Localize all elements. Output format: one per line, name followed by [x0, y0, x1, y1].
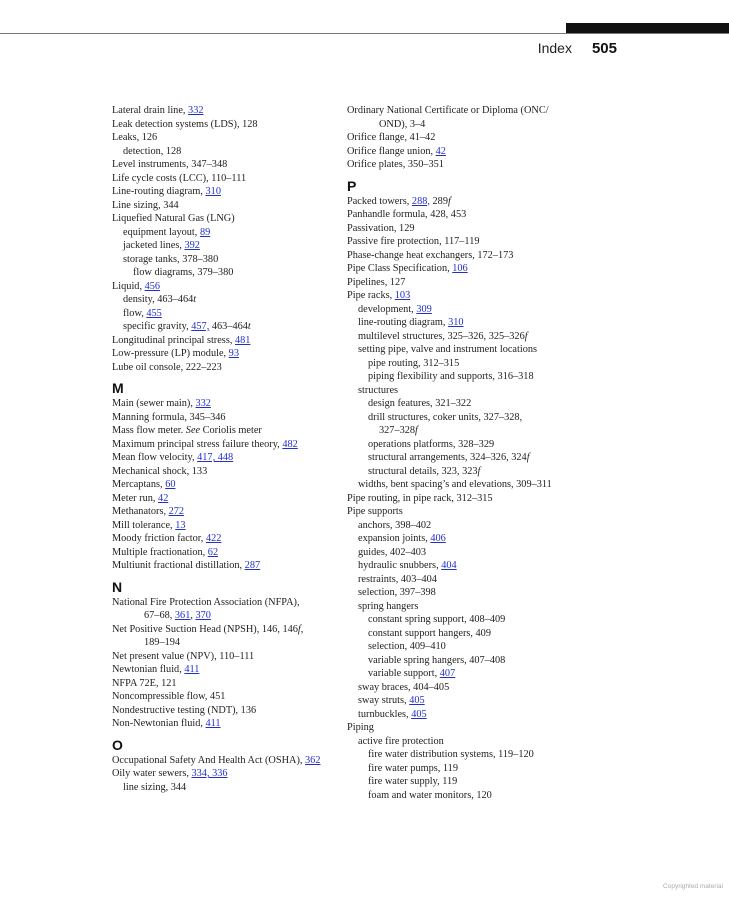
index-entry [112, 767, 337, 781]
index-entry [347, 104, 617, 118]
index-entry [112, 717, 337, 731]
index-entry [347, 343, 617, 357]
index-entry [112, 596, 337, 610]
entry-text: Phase-change heat exchangers, 172–173 [347, 249, 514, 261]
entry-text: structures [358, 384, 399, 396]
page-reference-link[interactable]: 42 [158, 492, 169, 504]
entry-text: density, 463–464 [123, 294, 194, 305]
index-entry [347, 681, 617, 695]
entry-text: expansion joints, [358, 533, 431, 544]
index-entry [347, 775, 617, 789]
entry-text: Mean flow velocity, [112, 452, 198, 463]
entry-text: guides, 402–403 [358, 546, 427, 558]
entry-text: specific gravity, [123, 321, 192, 332]
index-entry [112, 505, 337, 519]
entry-text: sway braces, 404–405 [358, 681, 450, 693]
copyright-notice: Copyrighted material [663, 883, 723, 890]
page-reference-link[interactable]: 332 [188, 105, 204, 116]
index-entry [347, 411, 617, 425]
index-entry [112, 465, 337, 479]
index-entry [112, 226, 337, 240]
index-entry [347, 546, 617, 560]
page-reference-link[interactable]: 287 [244, 560, 261, 571]
index-entry [347, 158, 617, 172]
index-entry [347, 145, 617, 159]
page-reference-link[interactable]: 310 [448, 317, 464, 328]
index-entry [347, 586, 617, 600]
index-entry [347, 762, 617, 776]
index-entry [112, 546, 337, 560]
header-rule [0, 33, 729, 34]
index-entry [347, 559, 617, 573]
running-header [538, 40, 617, 57]
index-entry [112, 650, 337, 664]
page-reference-link[interactable]: 361 [174, 610, 191, 621]
entry-text: Orifice plates, 350–351 [347, 159, 444, 170]
entry-text: flow, [123, 307, 147, 319]
entry-text: Orifice flange union, [347, 145, 436, 157]
index-entry [347, 222, 617, 236]
index-entry [347, 519, 617, 533]
index-entry [112, 320, 337, 334]
entry-text: Level instruments, 347–348 [112, 159, 228, 170]
index-entry [112, 158, 337, 172]
entry-text: Nondestructive testing (NDT), 136 [112, 704, 257, 716]
entry-text: line sizing, 344 [123, 781, 187, 793]
index-entry [112, 118, 337, 132]
entry-text: foam and water monitors, 120 [368, 789, 492, 801]
entry-text: selection, 409–410 [368, 641, 446, 652]
entry-text: Mercaptans, [112, 479, 166, 490]
entry-text: widths, bent spacing’s and elevations, 309–311 [358, 479, 552, 490]
index-entry [347, 613, 617, 627]
entry-text: Orifice flange, 41–42 [347, 132, 436, 143]
italic-marker: f [415, 425, 418, 436]
index-entry [347, 276, 617, 290]
index-entry [112, 411, 337, 425]
index-entry [347, 478, 617, 492]
entry-text: 289 [429, 195, 448, 207]
index-entry [347, 465, 617, 479]
index-entry [112, 145, 337, 159]
entry-text: 463–464 [209, 321, 248, 332]
index-entry [347, 262, 617, 276]
entry-text: 67–68, [144, 610, 175, 621]
page-reference-link[interactable]: 13 [175, 519, 186, 531]
entry-text: variable support, [368, 668, 440, 679]
index-entry [112, 609, 337, 623]
entry-text: Mass flow meter. [112, 425, 186, 436]
entry-text: storage tanks, 378–380 [123, 253, 219, 265]
entry-text: Meter run, [112, 492, 159, 504]
index-entry [347, 195, 617, 209]
index-entry [112, 636, 337, 650]
entry-text: piping flexibility and supports, 316–318 [368, 371, 534, 382]
entry-text: Moody friction factor, [112, 533, 206, 544]
index-entry [112, 104, 337, 118]
entry-text: OND), 3–4 [379, 118, 426, 130]
page-reference-link[interactable]: 455 [146, 307, 162, 319]
entry-text: jacketed lines, [123, 240, 185, 251]
index-entry [112, 253, 337, 267]
index-entry [112, 438, 337, 452]
entry-text: variable spring hangers, 407–408 [368, 654, 506, 666]
index-entry [347, 708, 617, 722]
italic-marker: f [526, 452, 530, 463]
page-reference-link[interactable]: 482 [282, 438, 298, 450]
entry-text: Leak detection systems (LDS), 128 [112, 118, 258, 130]
section-letter: M [112, 380, 124, 396]
entry-text: line-routing diagram, [358, 317, 449, 328]
index-entry [347, 438, 617, 452]
page-reference-link[interactable]: 60 [165, 479, 176, 490]
page-reference-link[interactable]: 392 [184, 240, 200, 251]
index-column-right [347, 104, 617, 802]
italic-marker: f [477, 465, 481, 477]
index-entry [112, 690, 337, 704]
index-entry [347, 249, 617, 263]
index-entry [112, 397, 337, 411]
entry-text: Lateral drain line, [112, 105, 189, 116]
entry-text: Methanators, [112, 506, 169, 517]
index-entry [347, 289, 617, 303]
entry-text: Passivation, 129 [347, 222, 415, 234]
page-reference-link[interactable]: 106 [452, 263, 468, 274]
entry-text: fire water pumps, 119 [368, 762, 458, 774]
entry-text: Lube oil console, 222–223 [112, 361, 222, 373]
section-letter: O [112, 736, 123, 753]
entry-text: pipe routing, 312–315 [368, 357, 460, 369]
index-entry [112, 519, 337, 533]
index-entry [347, 532, 617, 546]
entry-text: spring hangers [358, 600, 419, 612]
entry-text: Line-routing diagram, [112, 186, 206, 197]
index-entry [347, 208, 617, 222]
entry-text: Maximum principal stress failure theory, [112, 438, 283, 450]
entry-text: constant support hangers, 409 [368, 627, 491, 639]
page-reference-link[interactable]: 93 [228, 348, 239, 359]
entry-text: Mechanical shock, 133 [112, 465, 208, 477]
index-entry [347, 424, 617, 438]
entry-text: Passive fire protection, 117–119 [347, 236, 480, 247]
entry-text: Net present value (NPV), 110–111 [112, 650, 255, 662]
index-entry [112, 347, 337, 361]
page-reference-link[interactable]: 310 [205, 186, 221, 197]
entry-text: Ordinary National Certificate or Diploma (ONC/ [347, 105, 549, 116]
index-entry [347, 118, 617, 132]
index-entry [347, 600, 617, 614]
italic-marker: f [297, 623, 301, 635]
index-entry [112, 754, 337, 768]
index-entry [347, 131, 617, 145]
entry-text: Newtonian fluid, [112, 664, 185, 675]
index-entry [112, 478, 337, 492]
entry-text: selection, 397–398 [358, 587, 436, 598]
header-title: Index [537, 40, 572, 56]
entry-text: anchors, 398–402 [358, 519, 432, 531]
entry-text: Noncompressible flow, 451 [112, 691, 226, 702]
section-letter: P [347, 177, 357, 194]
page-reference-link[interactable]: 481 [234, 334, 251, 346]
page-reference-link[interactable]: 332 [195, 398, 211, 409]
index-entry [347, 748, 617, 762]
index-entry [112, 212, 337, 226]
index-entry [112, 239, 337, 253]
page-reference-link[interactable]: 42 [435, 145, 446, 157]
italic-marker: See [185, 425, 201, 436]
index-entry [347, 654, 617, 668]
index-entry [347, 627, 617, 641]
entry-text: active fire protection [358, 735, 444, 747]
entry-text: Multiunit fractional distillation, [112, 560, 245, 571]
entry-text: Liquefied Natural Gas (LNG) [112, 213, 235, 224]
entry-text: fire water distribution systems, 119–120 [368, 749, 534, 760]
entry-text: detection, 128 [123, 145, 182, 157]
page-reference-link[interactable]: 405 [409, 695, 425, 706]
entry-text: Net Positive Suction Head (NPSH), 146, 146 [112, 623, 298, 635]
page-reference-link[interactable]: 404 [441, 560, 457, 571]
index-entry [347, 640, 617, 654]
index-entry [112, 424, 337, 438]
page-reference-link[interactable]: 457, [191, 321, 210, 332]
index-entry [347, 694, 617, 708]
page-reference-link[interactable]: 103 [394, 290, 411, 301]
index-entry [347, 397, 617, 411]
entry-text: Main (sewer main), [112, 398, 196, 409]
entry-text: equipment layout, [123, 226, 200, 238]
index-entry [112, 451, 337, 465]
entry-text: hydraulic snubbers, [358, 560, 442, 571]
index-entry [347, 303, 617, 317]
entry-text: NFPA 72E, 121 [112, 677, 177, 689]
index-entry [347, 573, 617, 587]
index-entry [347, 721, 617, 735]
page-reference-link[interactable]: 370 [195, 610, 211, 621]
entry-text: Piping [347, 722, 374, 733]
index-entry [112, 663, 337, 677]
index-entry [112, 280, 337, 294]
entry-text: Non-Newtonian fluid, [112, 718, 206, 729]
entry-text: development, [358, 303, 417, 315]
entry-text: fire water supply, 119 [368, 776, 458, 787]
entry-text: Life cycle costs (LCC), 110–111 [112, 172, 247, 184]
italic-marker: f [447, 195, 451, 207]
entry-text: Occupational Safety And Health Act (OSHA), [112, 754, 306, 766]
entry-text: Liquid, [112, 280, 145, 292]
italic-marker: t [247, 321, 251, 332]
index-entry [347, 492, 617, 506]
entry-text: Coriolis meter [200, 425, 262, 436]
page-reference-link[interactable]: 456 [144, 280, 161, 292]
entry-text: turnbuckles, [358, 708, 412, 720]
entry-text: Panhandle formula, 428, 453 [347, 209, 467, 220]
index-entry [112, 334, 337, 348]
italic-marker: f [524, 330, 528, 342]
entry-text: , [300, 623, 304, 635]
index-entry [347, 667, 617, 681]
index-entry [112, 199, 337, 213]
index-entry [347, 235, 617, 249]
page-reference-link[interactable]: 406 [430, 533, 446, 544]
entry-text: Pipe supports [347, 506, 403, 517]
entry-text: Multiple fractionation, [112, 546, 208, 558]
section-letter: N [112, 578, 123, 595]
entry-text: Pipe Class Specification, [347, 263, 453, 274]
entry-text: Mill tolerance, [112, 519, 176, 531]
entry-text: restraints, 403–404 [358, 573, 437, 585]
page-reference-link[interactable]: 272 [168, 506, 185, 517]
entry-text: Packed towers, [347, 195, 412, 207]
index-entry [347, 316, 617, 330]
index-entry [112, 677, 337, 691]
entry-text: constant spring support, 408–409 [368, 614, 506, 625]
entry-text: Line sizing, 344 [112, 199, 179, 211]
entry-text: flow diagrams, 379–380 [133, 267, 234, 278]
entry-text: operations platforms, 328–329 [368, 438, 495, 450]
entry-text: National Fire Protection Association (NFPA), [112, 596, 300, 608]
page-reference-link[interactable]: 411 [184, 664, 200, 675]
index-entry [112, 266, 337, 280]
page-reference-link[interactable]: 417, 448 [197, 452, 234, 463]
entry-text: design features, 321–322 [368, 398, 472, 409]
page-reference-link[interactable]: 62 [207, 546, 219, 558]
page-reference-link[interactable]: 288, [411, 195, 430, 207]
entry-text: Oily water sewers, [112, 768, 192, 779]
index-column-left [112, 104, 337, 794]
index-entry [112, 131, 337, 145]
page-reference-link[interactable]: 422 [205, 533, 222, 544]
index-entry [112, 559, 337, 573]
index-entry [112, 361, 337, 375]
index-entry [112, 172, 337, 186]
entry-text: Leaks, 126 [112, 132, 158, 143]
page-reference-link[interactable]: 411 [205, 718, 221, 729]
entry-text: Pipe routing, in pipe rack, 312–315 [347, 492, 493, 504]
page-reference-link[interactable]: 309 [416, 303, 432, 315]
entry-text: structural details, 323, 323 [368, 465, 478, 477]
header-accent-bar [566, 23, 729, 33]
entry-text: 189–194 [144, 637, 181, 648]
index-entry [347, 789, 617, 803]
page-reference-link[interactable]: 89 [199, 226, 211, 238]
entry-text: 327–328 [379, 425, 416, 436]
page-reference-link[interactable]: 334, 336 [191, 768, 228, 779]
index-entry [347, 370, 617, 384]
italic-marker: t [193, 294, 197, 305]
index-entry [347, 384, 617, 398]
entry-text: setting pipe, valve and instrument locations [358, 344, 538, 355]
entry-text: Pipelines, 127 [347, 276, 406, 288]
index-entry [112, 532, 337, 546]
page-reference-link[interactable]: 362 [305, 754, 321, 766]
entry-text: Manning formula, 345–346 [112, 411, 226, 423]
index-entry [347, 330, 617, 344]
index-entry [112, 293, 337, 307]
index-entry [347, 505, 617, 519]
index-entry [112, 492, 337, 506]
index-entry [112, 185, 337, 199]
entry-text: structural arrangements, 324–326, 324 [368, 452, 527, 463]
entry-text: sway struts, [358, 695, 410, 706]
index-entry [112, 704, 337, 718]
index-entry [112, 307, 337, 321]
index-entry [347, 451, 617, 465]
page-reference-link[interactable]: 405 [411, 708, 427, 720]
page-number: 505 [591, 40, 617, 57]
entry-text: , [190, 610, 196, 621]
entry-text: Low-pressure (LP) module, [112, 348, 229, 359]
entry-text: Longitudinal principal stress, [112, 334, 235, 346]
entry-text: Pipe racks, [347, 290, 395, 301]
index-entry [112, 623, 337, 637]
index-entry [347, 735, 617, 749]
entry-text: drill structures, coker units, 327–328, [368, 411, 523, 423]
index-entry [347, 357, 617, 371]
index-entry [112, 781, 337, 795]
entry-text: multilevel structures, 325–326, 325–326 [358, 330, 525, 342]
page-reference-link[interactable]: 407 [439, 668, 456, 679]
